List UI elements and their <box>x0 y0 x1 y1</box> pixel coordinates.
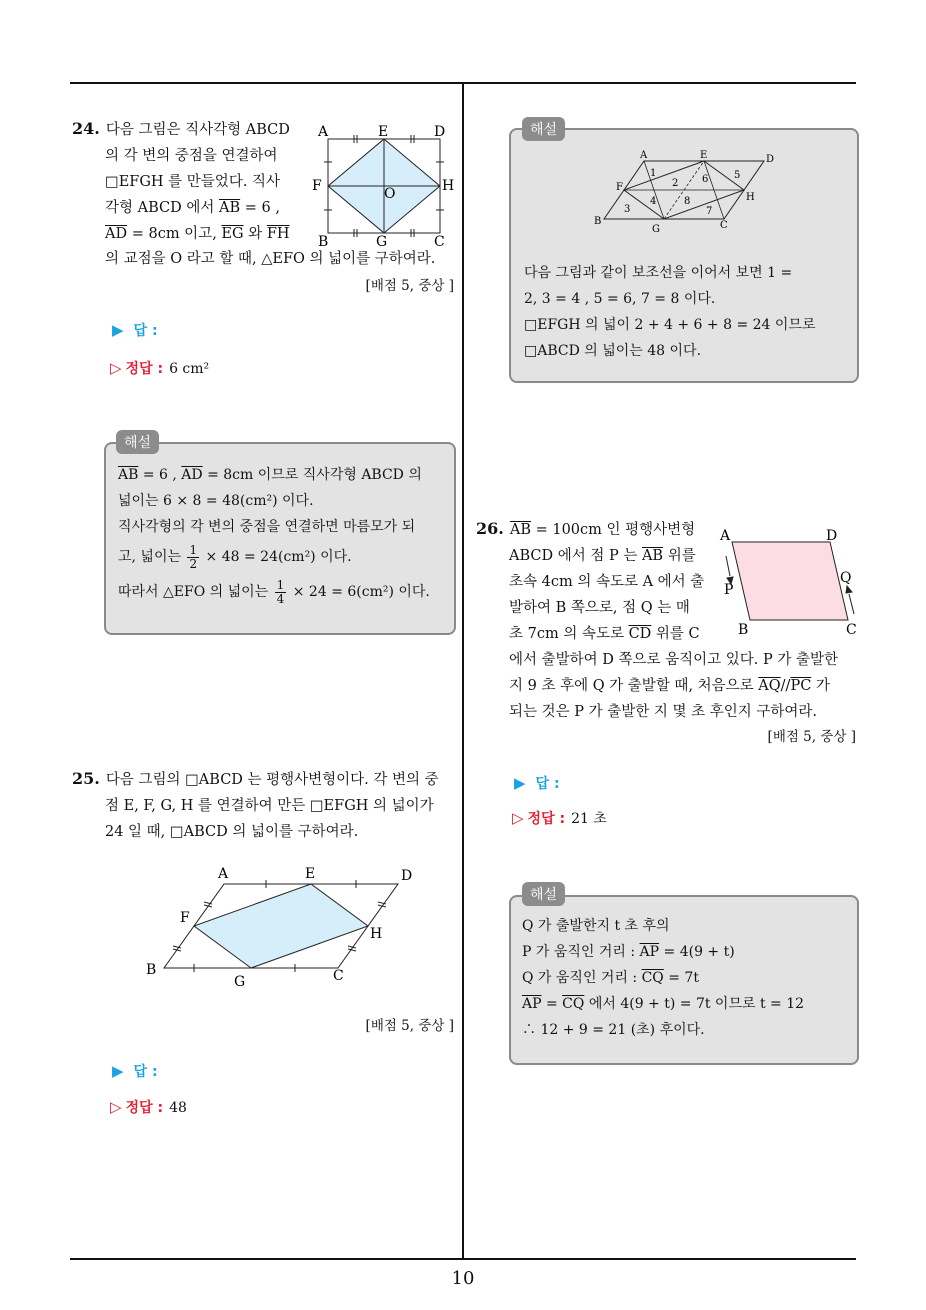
q24-text-last: 의 교점을 O 라고 할 때, △EFO 의 넓이를 구하여라. <box>105 251 436 267</box>
svg-text:B: B <box>594 216 602 227</box>
svg-text:4: 4 <box>650 196 657 207</box>
q26-score: [배점 5, 중상 ] <box>767 729 856 745</box>
q26-text: 26. $\overline{AB} = 100cm$ 인 평행사변형 ABCD 에서 점 P 는 $\overline{AB}$ 위를 초속 4cm 의 속도로 A 에서 출 발하여 B 쪽으로, 점 Q 는 매 초 7cm 의 속도로 $\overline{CD}$ 위를 C 에서 출발하여 D 쪽으로 움직이고 있다. P 가 출발한 지 9 초 후에 Q 가 출발할 때, 처음으로 $\overline{AQ}//\overline{PC}$ 가 되는 것은 P 가 출발한 지 몇 초 후인지 구하여라. <box>476 519 838 720</box>
question-number: 24. <box>72 119 100 138</box>
q25-solution-figure <box>590 148 790 236</box>
svg-text:1: 1 <box>650 168 657 179</box>
label-F: F <box>312 178 322 194</box>
q24-line: 의 각 변의 중점을 연결하여 <box>105 148 278 164</box>
solution-tag: 해설 <box>522 882 565 906</box>
question-number: 25. <box>72 769 100 788</box>
page-number: 10 <box>451 1268 475 1289</box>
outline-triangle-icon: ▷ <box>512 809 524 827</box>
svg-text:C: C <box>846 622 857 638</box>
label-G: G <box>376 234 388 248</box>
svg-text:C: C <box>333 968 344 984</box>
q25-correct-answer: ▷ 정답 : 48 <box>110 1098 187 1116</box>
q25-parallelogram-figure <box>140 860 430 995</box>
label-D: D <box>434 124 446 140</box>
svg-text:F: F <box>180 910 190 926</box>
q24-line: 각형 ABCD 에서 $\overline{AB} = 6$ , <box>105 200 280 216</box>
svg-text:Q: Q <box>840 570 852 586</box>
svg-text:D: D <box>766 154 775 165</box>
label-H: H <box>442 178 455 194</box>
solution-tag: 해설 <box>116 430 159 454</box>
q24-line: $\overline{AD} = 8cm$ 이고, $\overline{EG}$ 와 $\overline{FH}$ <box>105 226 290 242</box>
column-divider <box>462 83 464 1259</box>
play-triangle-icon: ▶ <box>514 774 526 792</box>
label-E: E <box>378 124 389 140</box>
play-triangle-icon: ▶ <box>112 321 124 339</box>
q24-line: □EFGH 를 만들었다. 직사 <box>105 174 281 190</box>
q24-line: 다음 그림은 직사각형 ABCD <box>105 122 290 138</box>
svg-text:H: H <box>746 192 755 203</box>
svg-text:E: E <box>305 866 316 882</box>
svg-text:D: D <box>826 528 838 544</box>
label-O: O <box>384 186 396 202</box>
label-A: A <box>318 124 329 140</box>
q24-score: [배점 5, 중상 ] <box>365 278 454 294</box>
q25-answer-input-line[interactable]: ▶ 답 : <box>112 1062 158 1080</box>
solution-tag: 해설 <box>522 117 565 141</box>
q26-parallelogram-figure <box>712 522 862 640</box>
svg-text:8: 8 <box>684 196 691 207</box>
q24-solution-text: $\overline{AB} = 6$ , $\overline{AD} = 8cm$ 이므로 직사각형 ABCD 의 넓이는 6 × 8 = 48(cm²) 이다. 직사각형의 각 변의 중점을 연결하면 마름모가 되 고, 넓이는 $\frac{1}{2}$ × 48 = 24(cm²) 이다. 따라서 △EFO 의 넓이는 $\frac{1}{4}$ × 24 = 6(cm²) 이다. <box>118 467 430 606</box>
outline-triangle-icon: ▷ <box>110 359 122 377</box>
label-B: B <box>318 234 329 248</box>
svg-text:7: 7 <box>706 206 713 217</box>
q24-answer-input-line[interactable]: ▶ 답 : <box>112 321 158 339</box>
svg-text:A: A <box>720 528 731 544</box>
svg-text:5: 5 <box>734 170 741 181</box>
svg-text:P: P <box>724 582 734 598</box>
svg-text:3: 3 <box>624 204 631 215</box>
svg-text:G: G <box>234 974 246 990</box>
label-C: C <box>434 234 445 248</box>
outline-triangle-icon: ▷ <box>110 1098 122 1116</box>
question-number: 26. <box>476 519 504 538</box>
q24-rectangle-figure <box>310 120 460 248</box>
q26-correct-answer: ▷ 정답 : 21 초 <box>512 809 607 827</box>
q25-text: 25. 다음 그림의 □ABCD 는 평행사변형이다. 각 변의 중 점 E, F, G, H 를 연결하여 만든 □EFGH 의 넓이가 24 일 때, □ABCD 의 넓이를 구하여라. <box>72 769 439 840</box>
svg-text:2: 2 <box>672 178 679 189</box>
svg-text:C: C <box>720 220 728 231</box>
svg-text:B: B <box>146 962 157 978</box>
svg-text:H: H <box>370 926 383 942</box>
q24-text <box>72 116 312 247</box>
q26-solution-text: Q 가 출발한지 t 초 후의 P 가 움직인 거리 : $\overline{AP} = 4(9 + t)$ Q 가 움직인 거리 : $\overline{CQ} = 7t$ $\overline{AP} = \overline{CQ}$ 에서 4(9 + t) = 7t 이므로 t = 12 ∴ 12 + 9 = 21 (초) 후이다. <box>522 918 805 1038</box>
play-triangle-icon: ▶ <box>112 1062 124 1080</box>
q25-solution-text: 다음 그림과 같이 보조선을 이어서 보면 1 = 2, 3 = 4 , 5 = 6, 7 = 8 이다. □EFGH 의 넓이 2 + 4 + 6 + 8 = 24 이므로 □ABCD 의 넓이는 48 이다. <box>524 265 816 359</box>
q24-correct-answer: ▷ 정답 : 6 cm² <box>110 359 210 377</box>
svg-text:A: A <box>218 866 229 882</box>
svg-text:D: D <box>401 868 413 884</box>
svg-text:B: B <box>738 622 749 638</box>
svg-text:F: F <box>616 182 623 193</box>
svg-text:A: A <box>640 150 648 161</box>
svg-text:G: G <box>652 224 660 235</box>
q26-answer-input-line[interactable]: ▶ 답 : <box>514 774 560 792</box>
svg-text:6: 6 <box>702 174 709 185</box>
svg-text:E: E <box>700 150 708 161</box>
q25-score: [배점 5, 중상 ] <box>365 1018 454 1034</box>
